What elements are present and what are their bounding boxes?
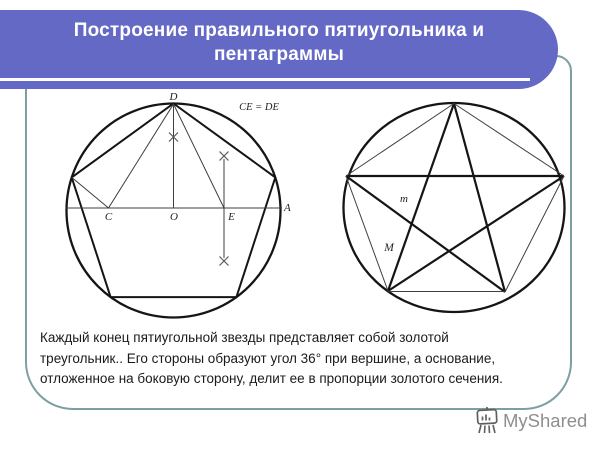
point-label-A: A [284, 202, 291, 214]
star-line [388, 176, 564, 291]
pentagon-side [505, 176, 564, 292]
watermark-label[interactable]: MyShared [503, 410, 588, 431]
body-text-line: отложенное на боковую сторону, делит ее в пропорции золотого сечения. [40, 371, 503, 386]
segment-label-M: M [384, 242, 394, 254]
pentagon-side [346, 104, 454, 177]
page-title-line1: Построение правильного пятиугольника и [73, 20, 485, 41]
point-label-O: O [170, 211, 178, 223]
pentagon-construction-figure [67, 91, 292, 318]
segment-DE [174, 104, 225, 208]
star-line [388, 104, 454, 292]
body-text [40, 328, 555, 390]
projector-screen-icon [474, 405, 500, 437]
equation-label: CE = DE [239, 102, 279, 113]
point-label-E: E [228, 211, 235, 223]
body-text-line: Каждый конец пятиугольной звезды представляет собой золотой [40, 330, 449, 345]
point-label-C: C [104, 211, 113, 223]
myshared-watermark[interactable] [474, 405, 587, 437]
construction-lines [67, 104, 283, 258]
segment-label-m: m [400, 193, 408, 205]
point-label-D: D [169, 91, 178, 103]
right-circle [344, 103, 565, 312]
pentagram-figure [344, 103, 565, 312]
page-title-line2: пентаграммы [213, 44, 344, 65]
pentagon-side [346, 176, 388, 291]
body-text-line: треугольник.. Его стороны образуют угол 36° при вершине, а основание, [40, 350, 496, 366]
